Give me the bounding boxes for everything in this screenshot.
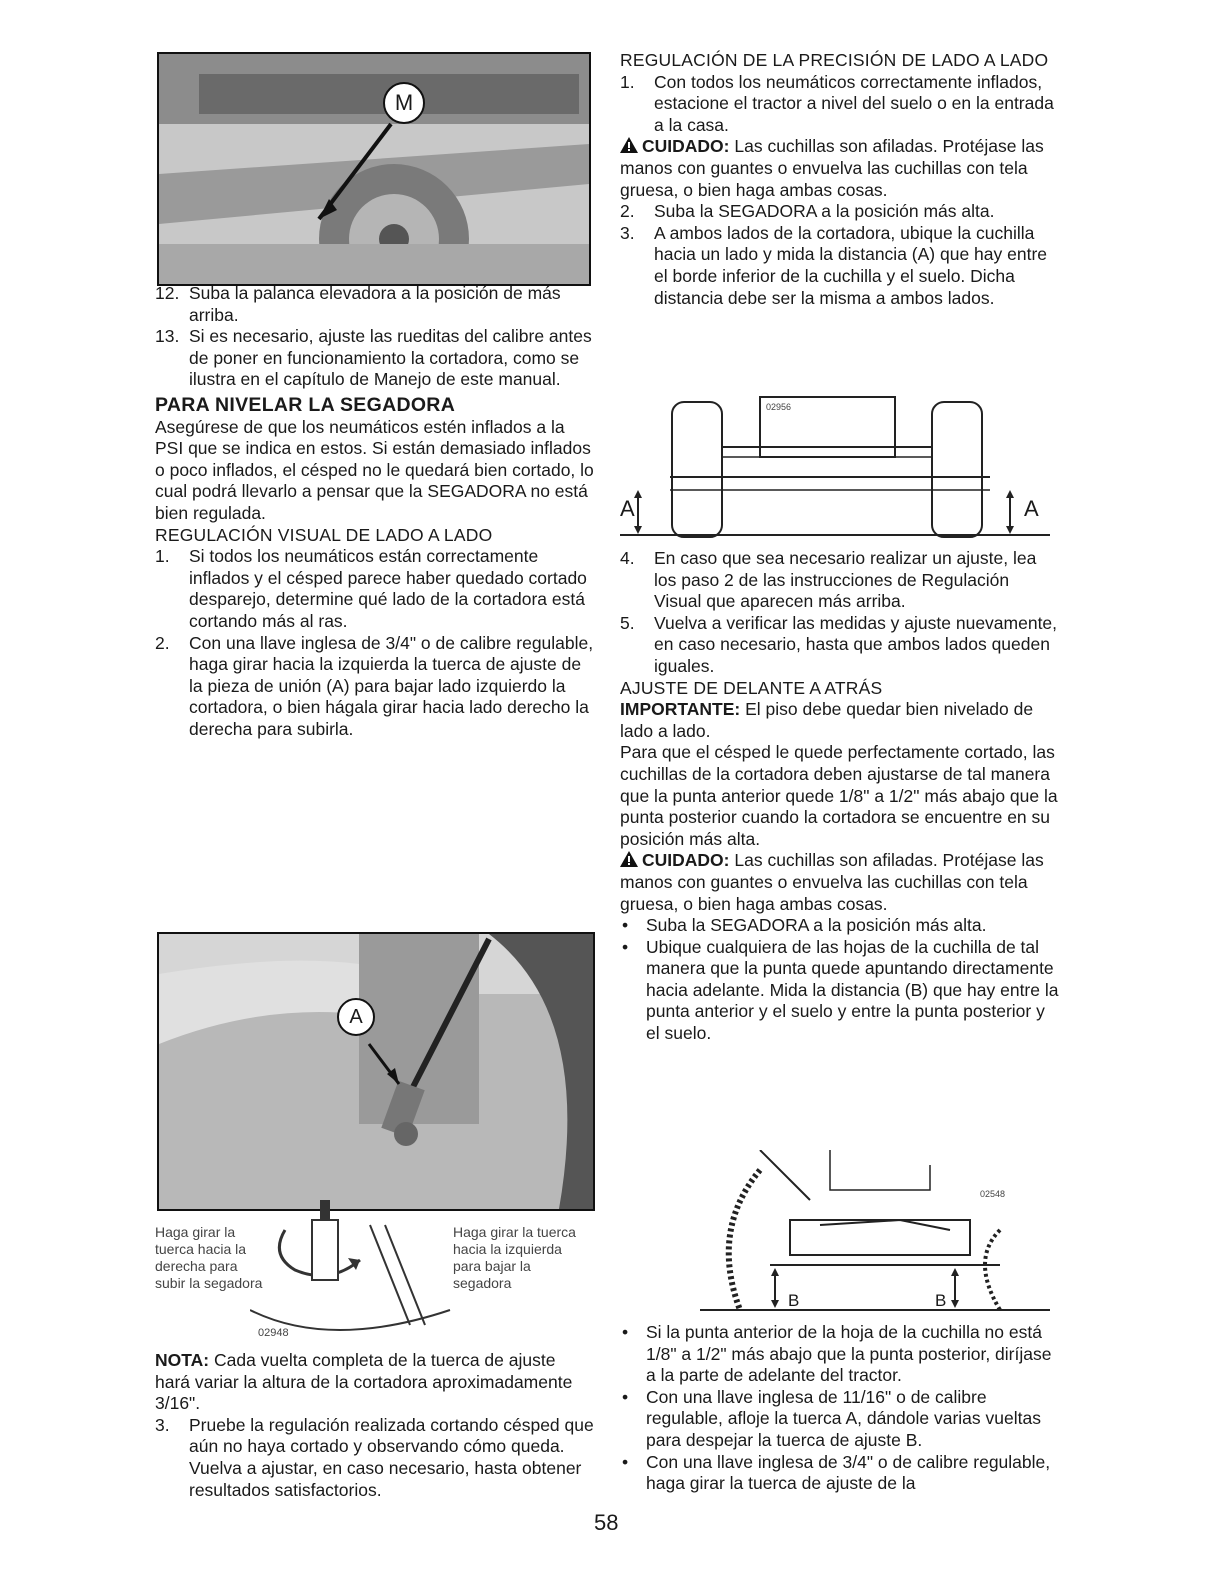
caution-label-2: CUIDADO: [642,850,730,871]
heading-precision-adjustment: REGULACIÓN DE LA PRECISIÓN DE LADO A LADO [620,50,1049,70]
heading-visual-adjustment: REGULACIÓN VISUAL DE LADO A LADO [155,524,493,545]
callout-a-label: A [349,1006,363,1028]
left-bottom-column [155,1350,595,1501]
step-13-number: 13. [155,326,180,347]
bullet-go-to-front-text: Si la punta anterior de la hoja de la cuchilla no está 1/8" a 1/2" más abajo que la punta posterior, diríjase a la parte de adelante del tractor. [646,1322,1052,1386]
tractor-lift-photo [157,52,591,286]
precision-step-5-text: Vuelva a verificar las medidas y ajuste nuevamente, en caso necesario, hasta que ambos lados queden iguales. [654,612,1058,676]
callout-a-badge [337,998,375,1036]
figure-code-02956: 02956 [766,402,792,412]
adjustment-nut-photo [157,932,595,1211]
measure-label-b-left: B [788,1291,800,1310]
important-paragraph [620,699,1060,742]
bullet-mark: • [622,915,629,936]
precision-step-1 [620,72,1060,137]
callout-m-label: M [394,90,414,115]
step-13-text: Si es necesario, ajuste las rueditas del calibre antes de poner en funcionamiento la cortadora, como se ilustra en el capítulo de Manejo de este manual. [189,326,592,390]
visual-step-2-text: Con una llave inglesa de 3/4" o de calibre regulable, haga girar hacia la izquierda la tuerca de ajuste de la pieza de unión (A) para bajar lado izquierdo la cortadora, o bien hágala girar hacia lado derecho la derecha para subirla. [189,632,594,739]
caption-turn-left: Haga girar la tuerca hacia la izquierda para bajar la segadora [453,1224,576,1291]
caution-paragraph [620,136,1060,201]
warning-triangle-icon [620,851,638,867]
visual-step-1-text: Si todos los neumáticos están correctamente inflados y el césped parece haber quedado cortado desparejo, determine qué lado de la cortadora está cortando más al ras. [189,546,587,631]
visual-step-2 [155,633,595,741]
bullet-mark: • [622,936,629,957]
visual-step-1 [155,546,595,632]
warning-triangle-icon [620,137,638,153]
bullet-turn-nut [620,1452,1060,1495]
test-step-3 [155,1415,595,1501]
bullet-mark: • [622,1386,629,1407]
right-mid-column [620,548,1060,1045]
bullet-loosen-nut-text: Con una llave inglesa de 11/16" o de calibre regulable, afloje la tuerca A, dándole varias vueltas para despejar la tuerca de ajuste B. [646,1386,1041,1450]
bullet-mark: • [622,1322,629,1342]
right-bottom-column [620,1322,1060,1495]
precision-step-3 [620,223,1060,309]
left-column [155,283,595,740]
test-step-3-text: Pruebe la regulación realizada cortando césped que aún no haya cortado y observando cómo queda. Vuelva a ajustar, en caso necesario, hasta obtener resultados satisfactorios. [189,1414,594,1500]
precision-step-3-number: 3. [620,222,635,243]
step-12-text: Suba la palanca elevadora a la posición de más arriba. [189,283,561,325]
caution-text-2: Las cuchillas son afiladas. Protéjase las manos con guantes o envuelva las cuchillas con tela gruesa, o bien haga ambas cosas. [620,850,1044,914]
bullet-raise-mower-text: Suba la SEGADORA a la posición más alta. [646,915,987,936]
precision-step-5-number: 5. [620,612,635,633]
important-label: IMPORTANTE: [620,699,741,720]
precision-step-4-number: 4. [620,548,635,568]
heading-level-mower: PARA NIVELAR LA SEGADORA [155,393,456,416]
front-to-back-paragraph: Para que el césped le quede perfectamente cortado, las cuchillas de la cortadora deben ajustarse de tal manera que la punta anterior quede 1/8" a 1/2" más abajo que la punta posterior cuando la cortadora se encuentre en su posición más alta. [620,742,1058,849]
precision-step-5 [620,613,1060,678]
caution-label: CUIDADO: [642,136,730,157]
step-12 [155,283,595,326]
note-label: NOTA: [155,1350,210,1370]
precision-step-1-number: 1. [620,71,635,92]
precision-step-2 [620,201,1060,223]
adjustment-nut-illustration [159,934,593,1209]
bullet-mark: • [622,1451,629,1472]
precision-step-2-text: Suba la SEGADORA a la posición más alta. [654,201,995,222]
right-column [620,50,1060,309]
note-text: Cada vuelta completa de la tuerca de ajuste hará variar la altura de la cortadora aproximadamente 3/16". [155,1350,573,1414]
measure-label-b-right: B [935,1291,947,1310]
visual-step-2-number: 2. [155,632,170,653]
tractor-lift-illustration [159,54,589,284]
note-paragraph [155,1350,595,1415]
caution-paragraph-2 [620,850,1060,915]
measure-label-a-left: A [620,496,635,521]
bullet-go-to-front [620,1322,1060,1387]
step-13 [155,326,595,391]
step-12-number: 12. [155,283,180,303]
measure-label-a-right: A [1024,496,1039,521]
front-to-back-measure-diagram [700,1150,1050,1320]
figure-code-02548: 02548 [980,1189,1006,1199]
bullet-position-blade [620,937,1060,1045]
bullet-turn-nut-text: Con una llave inglesa de 3/4" o de calibre regulable, haga girar la tuerca de ajuste de la [646,1451,1051,1494]
test-step-3-number: 3. [155,1414,170,1435]
precision-step-1-text: Con todos los neumáticos correctamente inflados, estacione el tractor a nivel del suelo o en la entrada a la casa. [654,71,1054,135]
bullet-position-blade-text: Ubique cualquiera de las hojas de la cuchilla de tal manera que la punta quede apuntando directamente hacia adelante. Mida la distancia (B) que hay entre la punta anterior y el suelo y entre la punta posterior y el suelo. [646,936,1059,1044]
level-intro-paragraph: Asegúrese de que los neumáticos estén inflados a la PSI que se indica en estos. Si están demasiado inflados o poco inflados, el césped no le quedará bien cortado, lo cual podrá llevarlo a pensar que la SEGADORA no está bien regulada. [155,416,594,523]
wrench-turning-sketch [250,1200,470,1340]
bullet-loosen-nut [620,1387,1060,1452]
caption-turn-right: Haga girar la tuerca hacia la derecha para subir la segadora [155,1224,263,1291]
precision-step-4 [620,548,1060,613]
important-text: El piso debe quedar bien nivelado de lado a lado. [620,699,1034,741]
caution-text: Las cuchillas son afiladas. Protéjase las manos con guantes o envuelva las cuchillas con tela gruesa, o bien haga ambas cosas. [620,136,1044,200]
figure-code-02948: 02948 [258,1327,289,1339]
page-number: 58 [594,1510,619,1535]
heading-front-to-back: AJUSTE DE DELANTE A ATRÁS [620,677,883,698]
precision-step-2-number: 2. [620,201,635,222]
visual-step-1-number: 1. [155,546,170,567]
side-to-side-measure-diagram [620,392,1050,542]
precision-step-3-text: A ambos lados de la cortadora, ubique la cuchilla hacia un lado y mida la distancia (A) que hay entre el borde inferior de la cuchilla y el suelo. Dicha distancia debe ser la misma a ambos lados. [654,222,1048,308]
callout-m-badge [383,82,425,124]
precision-step-4-text: En caso que sea necesario realizar un ajuste, lea los paso 2 de las instrucciones de Regulación Visual que aparecen más arriba. [654,548,1037,612]
bullet-raise-mower [620,915,1060,937]
